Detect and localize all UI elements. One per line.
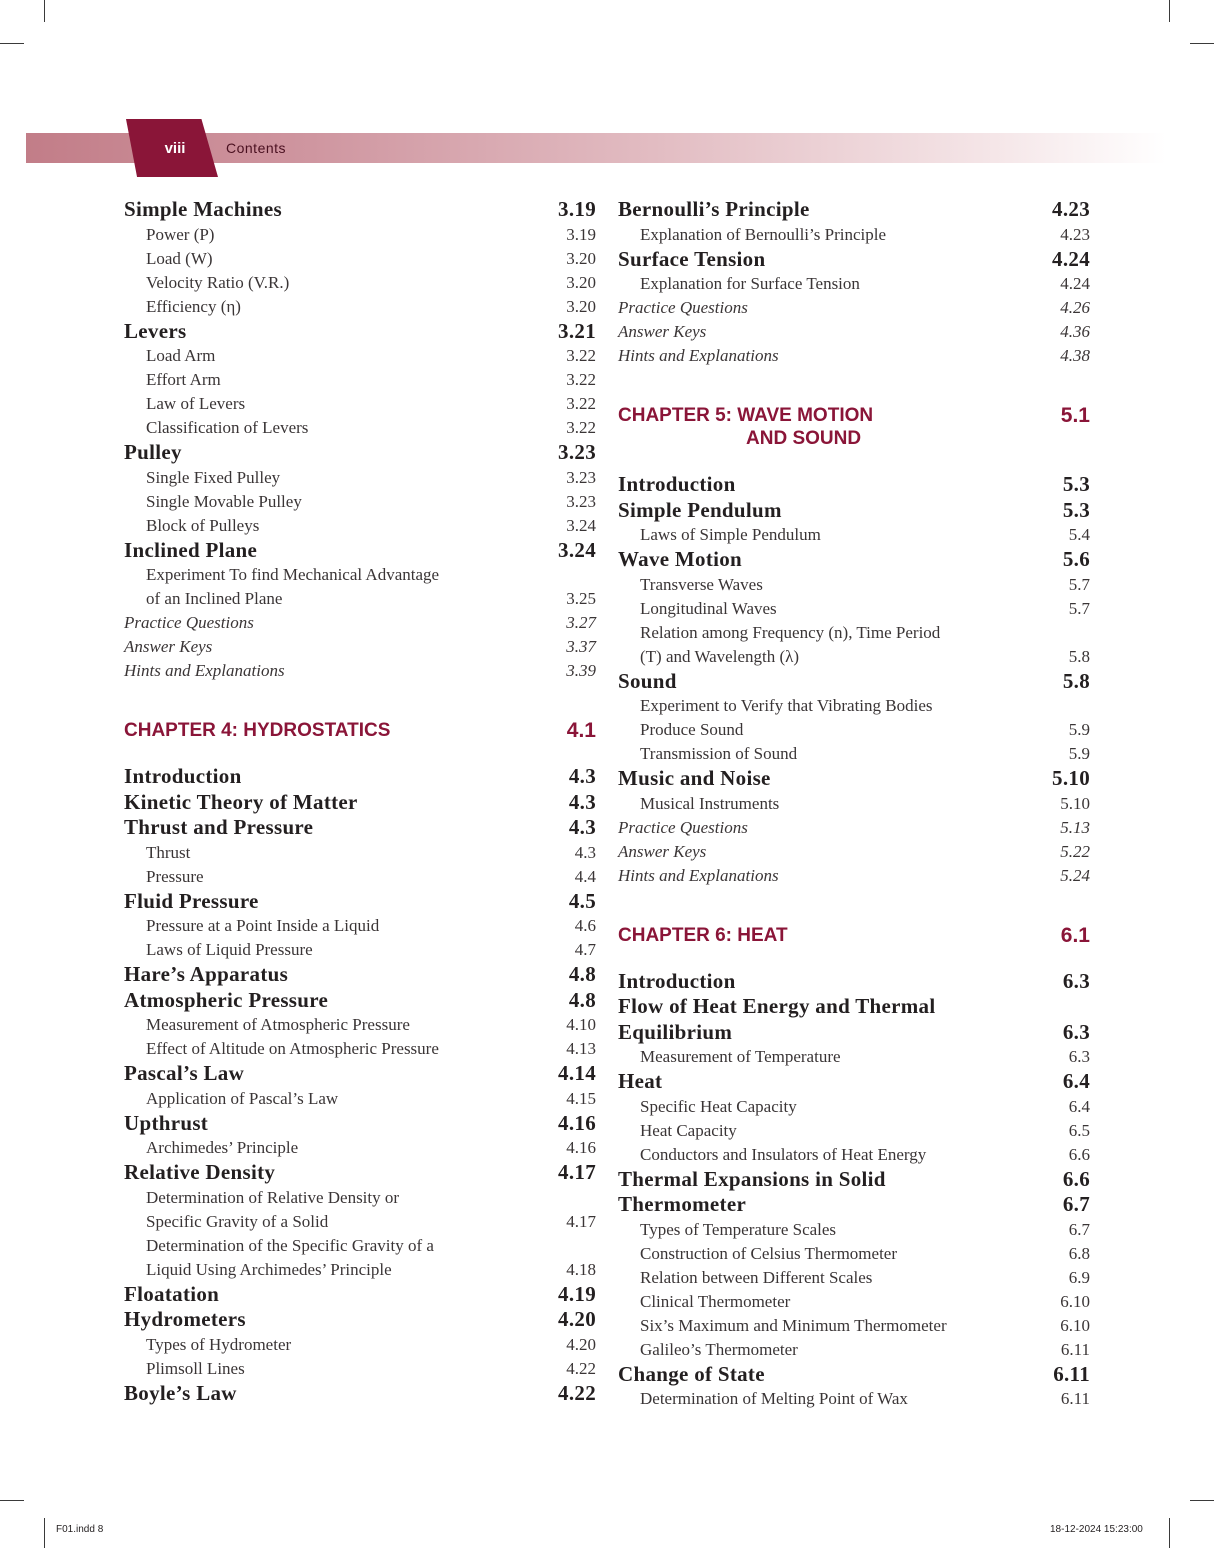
toc-page-number: 4.13 bbox=[566, 1039, 596, 1058]
toc-backmatter-entry bbox=[618, 864, 1090, 888]
toc-subsection-entry bbox=[618, 1290, 1090, 1314]
toc-page-number: 6.3 bbox=[1062, 968, 1090, 993]
toc-section-entry bbox=[618, 669, 1090, 695]
toc-section-entry bbox=[124, 1111, 596, 1137]
toc-subsection-entry bbox=[618, 1143, 1090, 1167]
toc-section-entry bbox=[618, 1069, 1090, 1095]
toc-entry-title: Types of Hydrometer bbox=[146, 1334, 292, 1354]
toc-page-number: 4.24 bbox=[1052, 246, 1090, 271]
toc-page-number: 6.4 bbox=[1068, 1096, 1090, 1116]
toc-entry-title: Laws of Simple Pendulum bbox=[640, 525, 821, 544]
toc-page-number: 3.22 bbox=[566, 418, 596, 437]
toc-subsection-entry bbox=[124, 490, 596, 514]
toc-page-number: 3.22 bbox=[566, 346, 596, 365]
toc-page-number: 5.4 bbox=[1068, 525, 1090, 544]
toc-entry-title: Thermal Expansions in Solid bbox=[618, 1166, 886, 1191]
toc-entry-title: Conductors and Insulators of Heat Energy bbox=[640, 1144, 927, 1164]
toc-entry-title: Transmission of Sound bbox=[640, 744, 798, 763]
toc-page-number: 5.3 bbox=[1062, 497, 1090, 522]
toc-entry-title: Hare’s Apparatus bbox=[124, 962, 289, 986]
toc-backmatter-entry bbox=[618, 320, 1090, 344]
toc-page-number: 6.11 bbox=[1053, 1361, 1090, 1386]
toc-page-number: 4.16 bbox=[566, 1138, 596, 1157]
toc-entry-title: Practice Questions bbox=[618, 298, 748, 317]
toc-entry-title: Construction of Celsius Thermometer bbox=[640, 1243, 898, 1263]
toc-entry-title: Specific Gravity of a Solid bbox=[146, 1211, 329, 1231]
toc-page-number: 5.10 bbox=[1060, 793, 1090, 813]
toc-entry-title: Hydrometers bbox=[124, 1307, 246, 1331]
toc-page-number: 4.15 bbox=[566, 1088, 596, 1108]
toc-entry-title: Bernoulli’s Principle bbox=[618, 197, 810, 221]
toc-page-number: 6.4 bbox=[1062, 1069, 1090, 1093]
toc-section-entry bbox=[124, 988, 596, 1014]
toc-entry-title bbox=[618, 404, 1053, 450]
crop-mark bbox=[44, 1518, 45, 1548]
toc-entry-title: Archimedes’ Principle bbox=[146, 1138, 299, 1157]
chapter-title-line: CHAPTER 6: HEAT bbox=[618, 924, 788, 946]
toc-section-entry bbox=[618, 1020, 1090, 1046]
toc-section-entry bbox=[618, 766, 1090, 792]
toc-entry-title: Effort Arm bbox=[146, 370, 221, 389]
toc-subsection-entry bbox=[124, 514, 596, 538]
toc-entry-title: (T) and Wavelength (λ) bbox=[640, 646, 800, 666]
toc-backmatter-entry bbox=[618, 296, 1090, 320]
toc-page-number: 5.1 bbox=[1060, 404, 1090, 427]
toc-backmatter-entry bbox=[618, 840, 1090, 864]
toc-entry-title: Answer Keys bbox=[618, 841, 707, 861]
chapter-title-line: AND SOUND bbox=[746, 428, 862, 449]
toc-subsection-entry bbox=[124, 1210, 596, 1234]
toc-entry-title: Hints and Explanations bbox=[124, 661, 285, 680]
toc-subsection-entry bbox=[618, 272, 1090, 296]
toc-page-number: 4.14 bbox=[558, 1061, 596, 1085]
toc-page-number: 4.3 bbox=[568, 764, 596, 788]
toc-entry-title: Pressure bbox=[146, 866, 204, 886]
toc-page-number: 4.26 bbox=[1060, 298, 1090, 317]
toc-page-number: 4.1 bbox=[566, 719, 596, 742]
toc-chapter-heading bbox=[618, 924, 1090, 947]
toc-entry-title: Upthrust bbox=[124, 1110, 209, 1135]
toc-page-number: 4.36 bbox=[1060, 322, 1090, 341]
toc-entry-title: Relative Density bbox=[124, 1160, 276, 1184]
toc-backmatter-entry bbox=[618, 816, 1090, 840]
toc-page-number: 6.7 bbox=[1068, 1219, 1090, 1239]
toc-page-number: 5.13 bbox=[1060, 817, 1090, 837]
toc-entry-title: Pressure at a Point Inside a Liquid bbox=[146, 916, 380, 935]
toc-page-number: 4.23 bbox=[1060, 224, 1090, 244]
toc-entry-title: Answer Keys bbox=[124, 637, 213, 656]
toc-entry-title: Thrust bbox=[146, 842, 191, 862]
toc-page-number: 3.19 bbox=[566, 224, 596, 244]
toc-page-number: 4.5 bbox=[568, 888, 596, 913]
toc-page-number: 6.9 bbox=[1068, 1267, 1090, 1287]
toc-page-number: 5.7 bbox=[1068, 598, 1090, 618]
toc-section-entry bbox=[124, 1282, 596, 1308]
toc-page-number: 3.39 bbox=[566, 661, 596, 680]
toc-page-number: 5.9 bbox=[1068, 744, 1090, 763]
toc-entry-title: Power (P) bbox=[146, 224, 215, 244]
toc-subsection-entry bbox=[618, 1314, 1090, 1338]
toc-subsection-entry bbox=[124, 1136, 596, 1160]
slug-datetime: 18-12-2024 15:23:00 bbox=[1050, 1524, 1143, 1535]
toc-subsection-entry bbox=[618, 223, 1090, 247]
toc-page-number: 6.8 bbox=[1068, 1243, 1090, 1263]
toc-page-number: 3.27 bbox=[566, 613, 596, 632]
toc-page-number: 6.3 bbox=[1068, 1047, 1090, 1066]
toc-entry-title: Liquid Using Archimedes’ Principle bbox=[146, 1259, 392, 1279]
toc-entry-title: Musical Instruments bbox=[640, 793, 780, 813]
toc-page-number: 5.22 bbox=[1060, 841, 1090, 861]
toc-entry-title: Measurement of Temperature bbox=[640, 1047, 841, 1066]
toc-entry-title: Sound bbox=[618, 668, 677, 693]
toc-subsection-entry bbox=[124, 466, 596, 490]
toc-entry-title: Clinical Thermometer bbox=[640, 1291, 791, 1311]
toc-entry-title: Load Arm bbox=[146, 346, 216, 365]
toc-subsection-entry bbox=[124, 416, 596, 440]
toc-subsection-entry bbox=[618, 523, 1090, 547]
toc-page-number: 5.7 bbox=[1068, 574, 1090, 594]
toc-page-number: 6.11 bbox=[1060, 1389, 1090, 1408]
toc-entry-title: Practice Questions bbox=[618, 817, 748, 837]
toc-subsection-entry bbox=[124, 392, 596, 416]
toc-subsection-entry bbox=[124, 563, 596, 587]
toc-entry-title: Block of Pulleys bbox=[146, 515, 260, 535]
toc-entry-title: Explanation for Surface Tension bbox=[640, 274, 860, 293]
toc-entry-title: Laws of Liquid Pressure bbox=[146, 940, 313, 959]
running-head: Contents bbox=[226, 140, 287, 156]
toc-page-number: 4.4 bbox=[574, 866, 596, 886]
toc-entry-title: Heat Capacity bbox=[640, 1120, 737, 1140]
toc-backmatter-entry bbox=[618, 344, 1090, 368]
toc-entry-title bbox=[618, 924, 1053, 947]
toc-subsection-entry bbox=[124, 914, 596, 938]
toc-entry-title: Determination of Melting Point of Wax bbox=[640, 1389, 908, 1408]
toc-page-number: 5.8 bbox=[1068, 646, 1090, 666]
toc-entry-title: Plimsoll Lines bbox=[146, 1358, 245, 1378]
toc-section-entry bbox=[124, 319, 596, 345]
toc-page-number: 3.24 bbox=[566, 515, 596, 535]
toc-subsection-entry bbox=[124, 865, 596, 889]
toc-page-number: 4.3 bbox=[568, 815, 596, 839]
toc-subsection-entry bbox=[124, 247, 596, 271]
toc-entry-title: Hints and Explanations bbox=[618, 865, 779, 885]
toc-entry-title: Atmospheric Pressure bbox=[124, 987, 329, 1012]
toc-subsection-entry bbox=[618, 1045, 1090, 1069]
toc-chapter-heading bbox=[124, 719, 596, 742]
toc-page-number: 5.24 bbox=[1060, 865, 1090, 885]
toc-page-number: 3.22 bbox=[566, 394, 596, 413]
toc-page-number: 4.7 bbox=[574, 940, 596, 959]
toc-entry-title bbox=[124, 719, 559, 742]
toc-subsection-entry bbox=[124, 295, 596, 319]
toc-page-number: 3.37 bbox=[566, 637, 596, 656]
toc-section-entry bbox=[618, 472, 1090, 498]
slug-file-info: F01.indd 8 bbox=[56, 1524, 104, 1535]
toc-entry-title: Fluid Pressure bbox=[124, 888, 259, 913]
toc-page-number: 3.20 bbox=[566, 248, 596, 268]
chapter-title-line: CHAPTER 4: HYDROSTATICS bbox=[124, 720, 391, 741]
toc-section-entry bbox=[618, 498, 1090, 524]
toc-entry-title: Introduction bbox=[618, 968, 736, 993]
toc-entry-title: Velocity Ratio (V.R.) bbox=[146, 272, 290, 292]
toc-entry-title: Single Movable Pulley bbox=[146, 491, 302, 511]
toc-page-number: 4.20 bbox=[566, 1334, 596, 1354]
toc-left-column bbox=[124, 197, 596, 1406]
toc-page-number: 4.23 bbox=[1052, 197, 1090, 221]
toc-page-number: 3.25 bbox=[566, 589, 596, 608]
toc-entry-title: Floatation bbox=[124, 1281, 220, 1306]
toc-entry-title: Equilibrium bbox=[618, 1019, 733, 1044]
toc-subsection-entry bbox=[124, 587, 596, 611]
toc-entry-title: Effect of Altitude on Atmospheric Pressure bbox=[146, 1039, 439, 1058]
toc-page-number: 3.21 bbox=[558, 318, 596, 343]
toc-page-number: 5.6 bbox=[1062, 547, 1090, 571]
toc-page-number: 3.23 bbox=[566, 467, 596, 487]
toc-entry-title: Six’s Maximum and Minimum Thermometer bbox=[640, 1315, 947, 1335]
toc-page-number: 4.8 bbox=[568, 962, 596, 986]
toc-page-number: 4.16 bbox=[558, 1110, 596, 1135]
toc-entry-title: Relation among Frequency (n), Time Period bbox=[640, 622, 941, 642]
toc-subsection-entry bbox=[124, 1186, 596, 1210]
toc-page-number: 4.22 bbox=[566, 1358, 596, 1378]
toc-entry-title: Galileo’s Thermometer bbox=[640, 1339, 798, 1359]
toc-entry-title: Practice Questions bbox=[124, 613, 254, 632]
toc-page-number: 4.38 bbox=[1060, 346, 1090, 365]
toc-entry-title: Kinetic Theory of Matter bbox=[124, 789, 358, 814]
toc-page-number: 3.24 bbox=[558, 537, 596, 562]
toc-section-entry bbox=[618, 247, 1090, 273]
crop-mark bbox=[1190, 1500, 1214, 1501]
toc-entry-title: Explanation of Bernoulli’s Principle bbox=[640, 224, 886, 244]
toc-subsection-entry bbox=[124, 938, 596, 962]
toc-subsection-entry bbox=[618, 645, 1090, 669]
toc-entry-title: Introduction bbox=[124, 764, 242, 788]
toc-section-entry bbox=[124, 1160, 596, 1186]
toc-entry-title: Measurement of Atmospheric Pressure bbox=[146, 1015, 410, 1034]
toc-subsection-entry bbox=[618, 1218, 1090, 1242]
toc-page-number: 6.5 bbox=[1068, 1120, 1090, 1140]
page-number: viii bbox=[164, 140, 186, 157]
toc-entry-title: Simple Machines bbox=[124, 197, 282, 221]
toc-subsection-entry bbox=[618, 1387, 1090, 1411]
toc-page-number: 6.10 bbox=[1060, 1315, 1090, 1335]
toc-entry-title: Heat bbox=[618, 1069, 663, 1093]
toc-subsection-entry bbox=[618, 1338, 1090, 1362]
toc-section-entry bbox=[124, 1381, 596, 1407]
toc-subsection-entry bbox=[124, 1013, 596, 1037]
toc-subsection-entry bbox=[124, 1037, 596, 1061]
toc-entry-title: Single Fixed Pulley bbox=[146, 467, 281, 487]
crop-mark bbox=[1190, 43, 1214, 44]
toc-entry-title: Introduction bbox=[618, 472, 736, 496]
toc-section-entry bbox=[124, 440, 596, 466]
toc-page-number: 4.3 bbox=[568, 789, 596, 814]
toc-section-entry bbox=[124, 962, 596, 988]
crop-mark bbox=[44, 0, 45, 22]
toc-page-number: 6.6 bbox=[1062, 1166, 1090, 1191]
crop-mark bbox=[0, 43, 24, 44]
toc-subsection-entry bbox=[124, 841, 596, 865]
toc-subsection-entry bbox=[124, 368, 596, 392]
toc-entry-title: Hints and Explanations bbox=[618, 346, 779, 365]
toc-entry-title: Load (W) bbox=[146, 248, 213, 268]
toc-page-number: 6.11 bbox=[1060, 1339, 1090, 1359]
toc-entry-title: Inclined Plane bbox=[124, 537, 258, 562]
toc-page-number: 3.20 bbox=[566, 272, 596, 292]
toc-entry-title: Specific Heat Capacity bbox=[640, 1096, 797, 1116]
toc-entry-title: Flow of Heat Energy and Thermal bbox=[618, 994, 936, 1018]
toc-subsection-entry bbox=[618, 742, 1090, 766]
toc-page-number: 3.20 bbox=[566, 296, 596, 316]
toc-section-entry bbox=[124, 197, 596, 223]
toc-entry-title: Produce Sound bbox=[640, 720, 744, 739]
toc-entry-title: Pulley bbox=[124, 440, 182, 464]
toc-page-number: 4.3 bbox=[574, 842, 596, 862]
toc-entry-title: Music and Noise bbox=[618, 766, 771, 790]
toc-subsection-entry bbox=[618, 597, 1090, 621]
toc-right-column bbox=[618, 197, 1090, 1411]
toc-subsection-entry bbox=[618, 792, 1090, 816]
toc-page-number: 5.9 bbox=[1068, 720, 1090, 739]
toc-page-number: 6.1 bbox=[1060, 923, 1090, 947]
chapter-title-line: CHAPTER 5: WAVE MOTION bbox=[618, 405, 874, 426]
toc-page-number: 4.8 bbox=[568, 987, 596, 1012]
toc-subsection-entry bbox=[124, 1333, 596, 1357]
toc-page-number: 3.19 bbox=[558, 197, 596, 221]
toc-subsection-entry bbox=[124, 1087, 596, 1111]
toc-entry-title: Determination of the Specific Gravity of a bbox=[146, 1235, 434, 1255]
toc-subsection-entry bbox=[618, 1242, 1090, 1266]
toc-page-number: 5.8 bbox=[1062, 668, 1090, 693]
toc-page-number: 6.3 bbox=[1062, 1019, 1090, 1044]
toc-page-number: 3.23 bbox=[566, 491, 596, 511]
toc-page-number: 4.6 bbox=[574, 916, 596, 935]
toc-page-number: 6.10 bbox=[1060, 1291, 1090, 1311]
toc-section-entry bbox=[618, 1192, 1090, 1218]
crop-mark bbox=[1169, 0, 1170, 22]
toc-entry-title: Levers bbox=[124, 318, 187, 343]
toc-subsection-entry bbox=[124, 223, 596, 247]
toc-entry-title: Surface Tension bbox=[618, 246, 766, 271]
toc-entry-title: Application of Pascal’s Law bbox=[146, 1088, 339, 1108]
toc-subsection-entry bbox=[124, 1357, 596, 1381]
toc-section-entry bbox=[124, 1061, 596, 1087]
toc-entry-title: Experiment to Verify that Vibrating Bodies bbox=[640, 696, 933, 715]
toc-page-number: 3.23 bbox=[558, 440, 596, 464]
toc-section-entry bbox=[618, 1167, 1090, 1193]
toc-entry-title: Efficiency (η) bbox=[146, 296, 241, 316]
toc-subsection-entry bbox=[618, 718, 1090, 742]
toc-section-entry bbox=[618, 547, 1090, 573]
toc-section-entry bbox=[618, 1362, 1090, 1388]
toc-entry-title: Thrust and Pressure bbox=[124, 815, 314, 839]
toc-page-number: 4.19 bbox=[558, 1281, 596, 1306]
toc-page-number: 6.7 bbox=[1062, 1192, 1090, 1216]
toc-entry-title: Experiment To find Mechanical Advantage bbox=[146, 565, 440, 584]
toc-backmatter-entry bbox=[124, 659, 596, 683]
toc-subsection-entry bbox=[618, 1119, 1090, 1143]
toc-entry-title: Relation between Different Scales bbox=[640, 1267, 873, 1287]
toc-section-entry bbox=[618, 969, 1090, 995]
toc-subsection-entry bbox=[124, 1258, 596, 1282]
toc-backmatter-entry bbox=[124, 635, 596, 659]
toc-subsection-entry bbox=[618, 1266, 1090, 1290]
toc-page-number: 5.3 bbox=[1062, 472, 1090, 496]
toc-entry-title: Wave Motion bbox=[618, 547, 743, 571]
toc-section-entry bbox=[124, 538, 596, 564]
toc-subsection-entry bbox=[124, 1234, 596, 1258]
toc-subsection-entry bbox=[618, 573, 1090, 597]
toc-entry-title: Answer Keys bbox=[618, 322, 707, 341]
toc-entry-title: Boyle’s Law bbox=[124, 1380, 237, 1405]
toc-entry-title: Transverse Waves bbox=[640, 574, 763, 594]
toc-page-number: 4.10 bbox=[566, 1015, 596, 1034]
toc-entry-title: Classification of Levers bbox=[146, 418, 309, 437]
toc-entry-title: of an Inclined Plane bbox=[146, 589, 283, 608]
toc-page-number: 4.17 bbox=[558, 1160, 596, 1184]
toc-section-entry bbox=[124, 1307, 596, 1333]
crop-mark bbox=[0, 1500, 24, 1501]
toc-section-entry bbox=[124, 790, 596, 816]
toc-page-number: 4.22 bbox=[558, 1380, 596, 1405]
toc-entry-title: Change of State bbox=[618, 1361, 765, 1386]
toc-entry-title: Determination of Relative Density or bbox=[146, 1187, 400, 1207]
crop-mark bbox=[1169, 1518, 1170, 1548]
toc-entry-title: Law of Levers bbox=[146, 394, 246, 413]
toc-section-entry bbox=[124, 764, 596, 790]
toc-section-entry bbox=[124, 889, 596, 915]
toc-subsection-entry bbox=[124, 344, 596, 368]
toc-chapter-heading bbox=[618, 404, 1090, 450]
toc-subsection-entry bbox=[618, 621, 1090, 645]
toc-section-entry bbox=[618, 994, 1090, 1020]
toc-entry-title: Longitudinal Waves bbox=[640, 598, 777, 618]
toc-subsection-entry bbox=[124, 271, 596, 295]
toc-entry-title: Simple Pendulum bbox=[618, 497, 782, 522]
toc-backmatter-entry bbox=[124, 611, 596, 635]
toc-section-entry bbox=[618, 197, 1090, 223]
toc-page-number: 6.6 bbox=[1068, 1144, 1090, 1164]
toc-page-number: 4.20 bbox=[558, 1307, 596, 1331]
toc-entry-title: Thermometer bbox=[618, 1192, 747, 1216]
toc-page-number: 5.10 bbox=[1052, 766, 1090, 790]
toc-subsection-entry bbox=[618, 694, 1090, 718]
toc-page-number: 3.22 bbox=[566, 370, 596, 389]
toc-entry-title: Types of Temperature Scales bbox=[640, 1219, 837, 1239]
toc-page-number: 4.18 bbox=[566, 1259, 596, 1279]
toc-subsection-entry bbox=[618, 1095, 1090, 1119]
toc-entry-title: Pascal’s Law bbox=[124, 1061, 245, 1085]
toc-page-number: 4.17 bbox=[566, 1211, 596, 1231]
toc-page-number: 4.24 bbox=[1060, 274, 1090, 293]
toc-section-entry bbox=[124, 815, 596, 841]
